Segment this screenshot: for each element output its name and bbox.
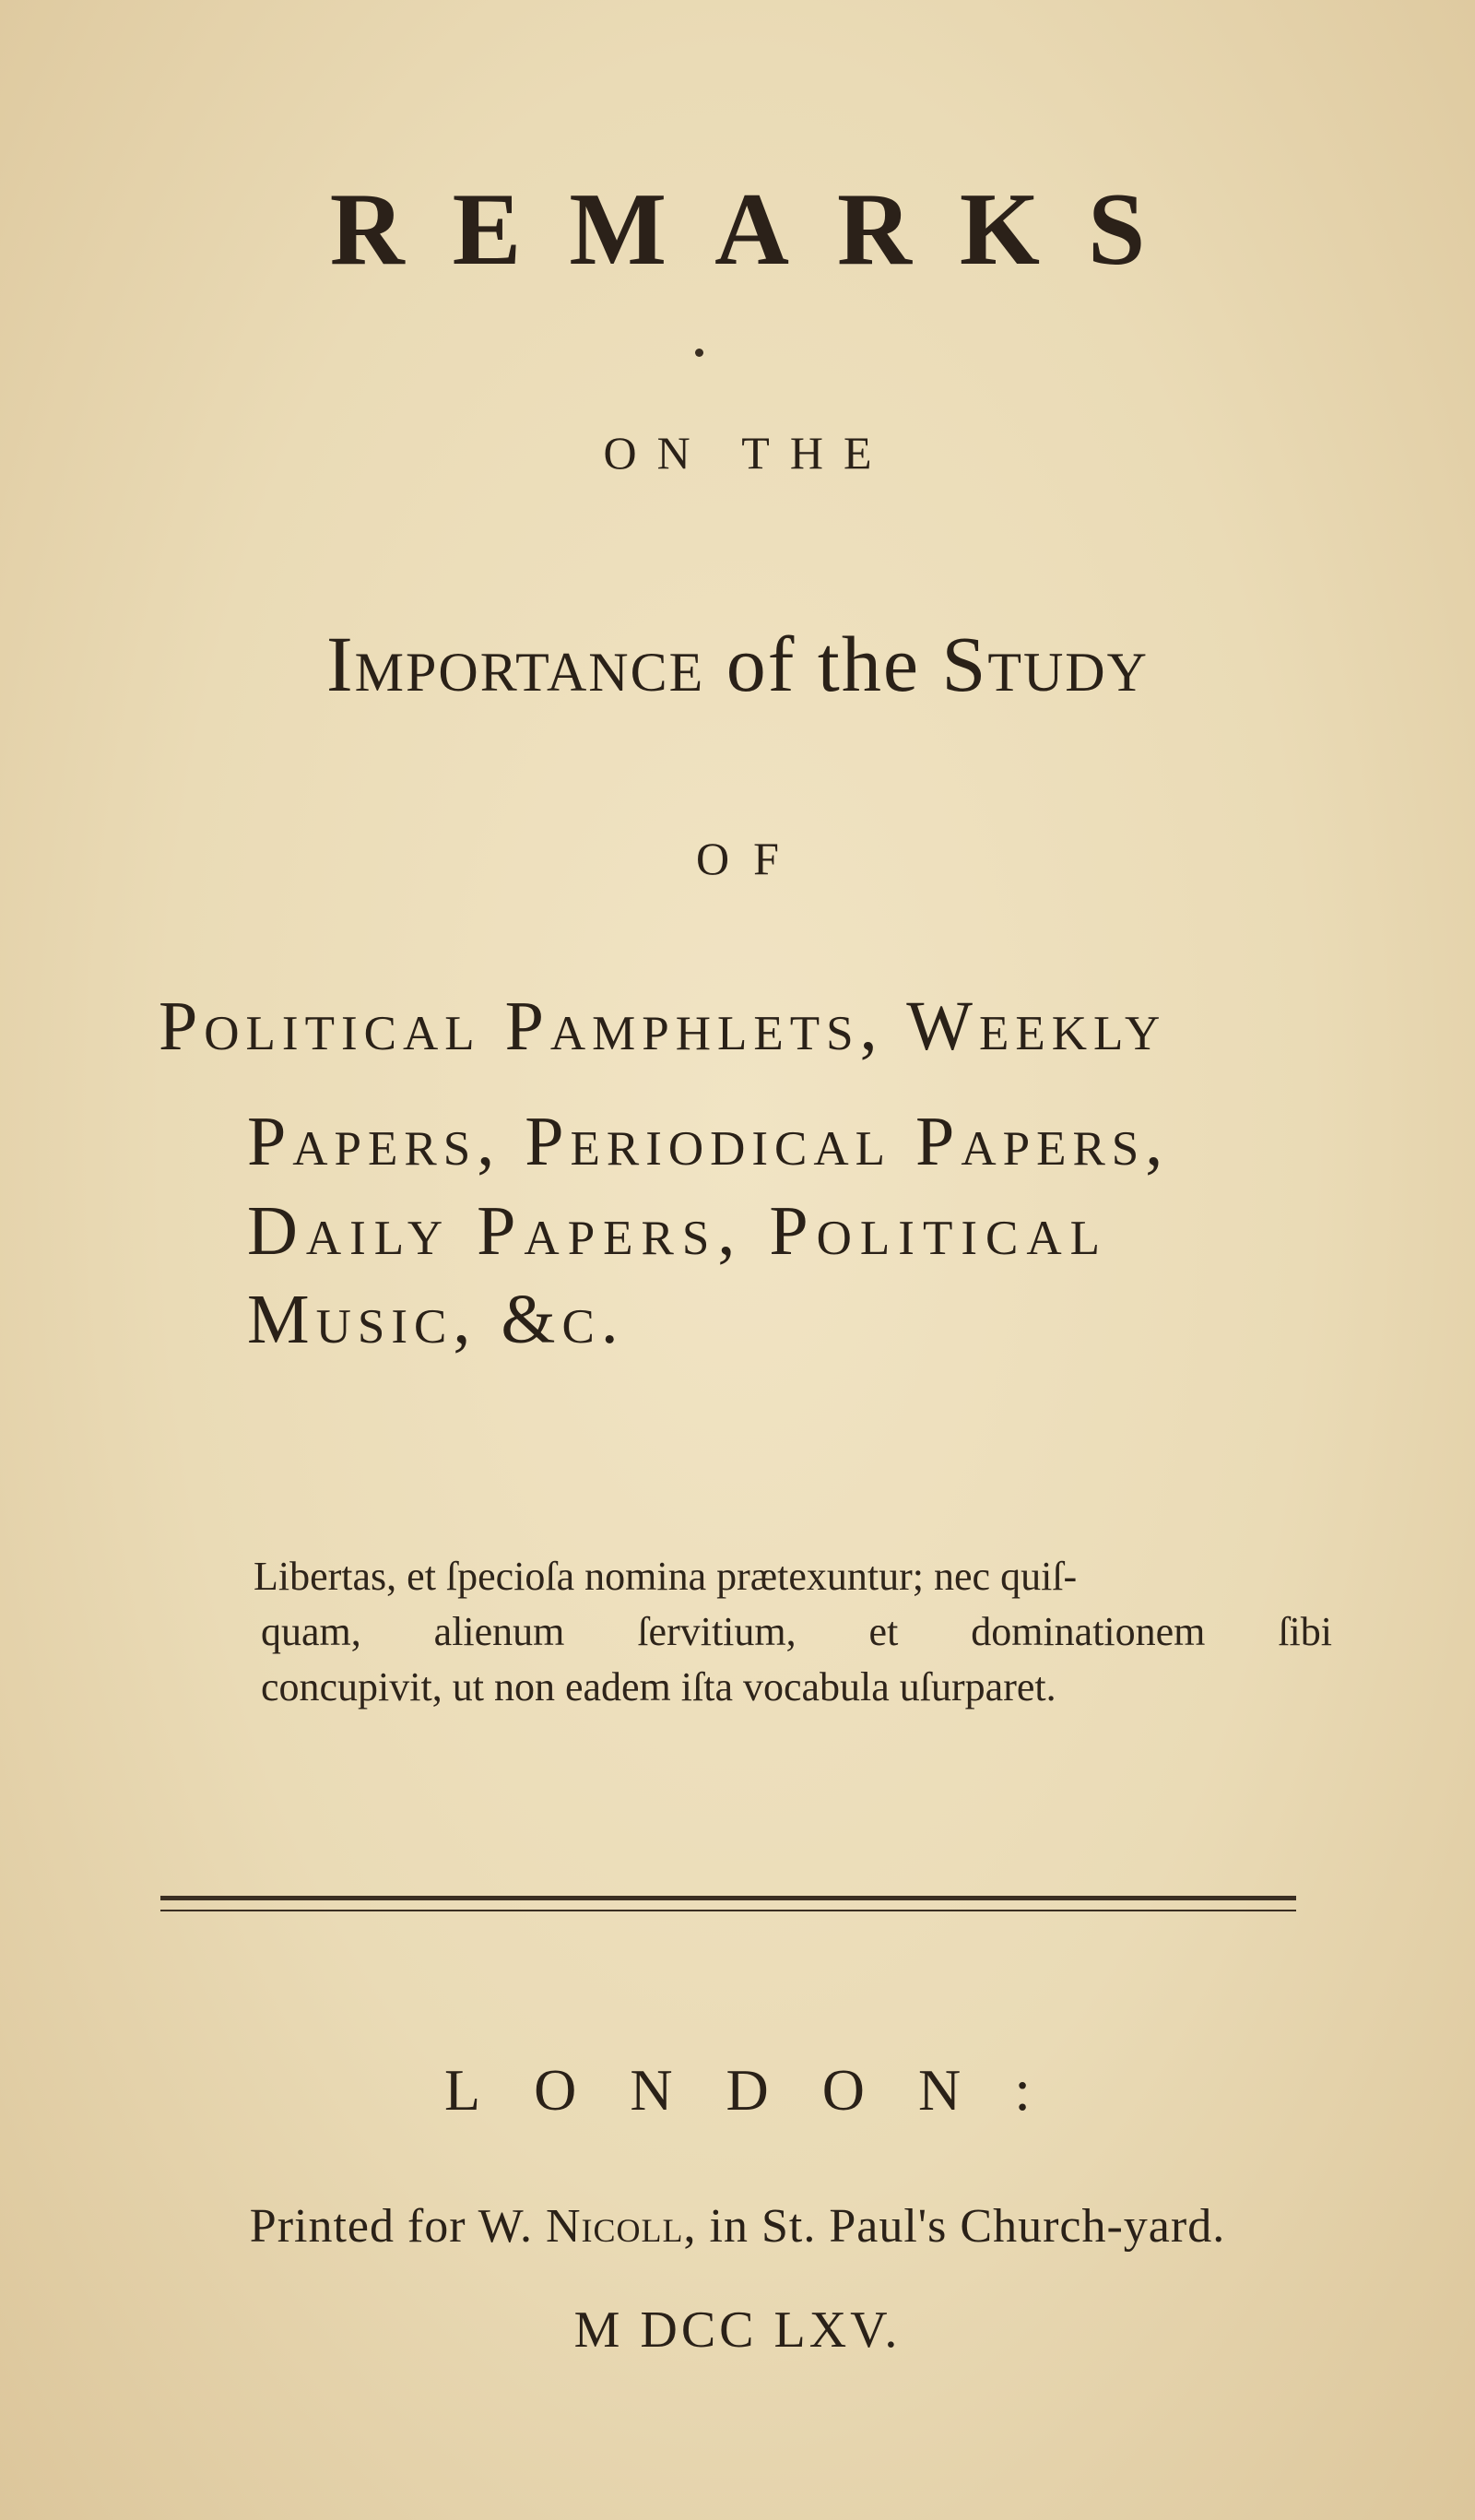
epigraph-line-2: quam, alienum ſervitium, et dominationem ſibi [261,1609,1332,1654]
subject-line-1: Political Pamphlets, Weekly [159,988,1167,1065]
subject-line-4: Music, &c. [247,1281,625,1358]
printer-name: Nicoll [546,2200,684,2253]
epigraph-line-1: Libertas, et ſpecioſa nomina prætexuntur; nec quiſ- [254,1554,1078,1599]
subtitle-of: OF [696,833,803,884]
epigraph-line-3: concupivit, ut non eadem iſta vocabula uſurparet. [261,1664,1056,1710]
subject-line-3: Daily Papers, Political [247,1192,1108,1270]
importance-line [0,618,1475,710]
subtitle-on-the: ON THE [603,427,892,479]
place-of-publication: LONDON: [444,2057,1084,2123]
imprint-line [0,2199,1475,2254]
publication-date: M DCC LXV. [573,2301,902,2359]
study-word: Study [941,620,1149,708]
of-the-words: of the [704,620,942,708]
latin-epigraph [254,1549,1332,1715]
double-rule-thick [160,1896,1296,1900]
imprint-suffix: , in St. Paul's Church-yard. [683,2200,1226,2253]
subject-line-2: Papers, Periodical Papers, [247,1103,1170,1180]
importance-word: Importance [326,620,705,708]
double-rule-thin [160,1910,1296,1911]
imprint-prefix: Printed for W. [249,2200,546,2253]
ornament-dot [695,349,703,357]
page-title: REMARKS [329,172,1194,287]
